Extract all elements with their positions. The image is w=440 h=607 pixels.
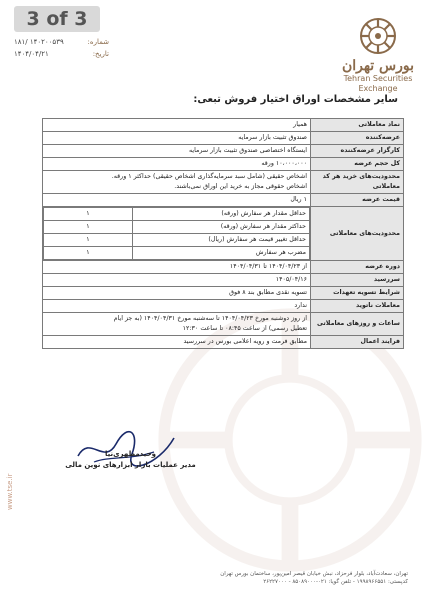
buyer-limit-line1: اشخاص حقیقی (شامل سبد سرمایه‌گذاری اشخاص حقیقی) حداکثر ۱ ورقه. [111,173,307,180]
table-row [43,274,404,287]
table-row [44,221,310,234]
document-meta [14,38,109,62]
document-date-row [14,50,109,58]
trade-limit-label: مضرب هر سفارش [133,247,310,260]
logo-persian-name: بورس تهران [341,58,415,74]
document-date-label: تاریخ: [92,50,109,58]
table-row [43,119,404,132]
table-row [43,207,404,261]
document-number-value: ۱۴۰۲۰۰۵۳۹ /۱۸۱ [14,38,64,46]
signatory-name: وحیدمطهری‌نیا [105,450,156,458]
trade-limit-label: حداقل مقدار هر سفارش (ورقه) [133,208,310,221]
section-heading: سایر مشخصات اوراق اختیار فروش تبعی: [193,94,398,105]
document-date-value: ۱۴۰۴/۰۴/۲۱ [14,50,49,58]
row-value-price: ۱ ریال [43,194,311,207]
row-value-agent: ایستگاه اختصاصی صندوق تثبیت بازار سرمایه [43,145,311,158]
row-key-maturity: سررسید [311,274,404,287]
page-count-badge: 3 of 3 [14,6,100,32]
row-key-cancellation: معاملات ناتوید [311,300,404,313]
row-key-trade-limits: محدودیت‌های معاملاتی [311,207,404,261]
hours-line2: تعطیل رسمی) از ساعت ۰۸:۴۵ تا ساعت ۱۲:۳۰ [182,325,307,332]
table-row [44,234,310,247]
row-key-buyer-limit: محدودیت‌های خرید هر کد معاملاتی [311,171,404,194]
table-row [43,194,404,207]
tse-logo [330,16,426,94]
trade-limit-value: ۱ [44,221,133,234]
trade-limit-value: ۱ [44,208,133,221]
row-value-issuer: صندوق تثبیت بازار سرمایه [43,132,311,145]
table-row [43,132,404,145]
table-row [43,158,404,171]
row-value-settlement: تسویه نقدی مطابق بند ۸ فوق [43,287,311,300]
table-row [43,313,404,336]
row-key-hours: ساعات و روزهای معاملاتی [311,313,404,336]
row-value-cancellation: ندارد [43,300,311,313]
table-row [43,336,404,349]
trade-limit-label: حداقل تغییر قیمت هر سفارش (ریال) [133,234,310,247]
row-key-period: دوره عرضه [311,261,404,274]
signatory-block [58,450,203,472]
row-value-exercise: مطابق فرمت و رویه اعلامی بورس در سررسید [43,336,311,349]
buyer-limit-line2: اشخاص حقوقی مجاز به خرید این اوراق نمی‌باشند. [174,183,307,190]
trade-limits-subtable [43,207,310,260]
table-row [44,208,310,221]
document-number-label: شماره: [87,38,109,46]
footer-address [188,570,408,586]
logo-english-line1: Tehran Securities [343,74,413,83]
row-value-trade-limits [43,207,311,261]
row-value-hours [43,313,311,336]
trade-limit-value: ۱ [44,247,133,260]
row-key-price: قیمت عرضه [311,194,404,207]
table-row [44,247,310,260]
logo-english-line2: Exchange [358,84,398,93]
tse-emblem-icon [358,16,398,56]
document-number-row [14,38,109,46]
row-key-symbol: نماد معاملاتی [311,119,404,132]
signatory-title: مدیر عملیات بازار ابزارهای نوین مالی [65,461,196,469]
row-key-issuer: عرضه‌کننده [311,132,404,145]
row-key-exercise: فرایند اعمال [311,336,404,349]
footer-line2: کدپستی: ۱۹۹۸۹۶۶۵۵۱ - تلفن گویا: ۰۲۱-۸۵۰۸۹۰۰۰ - ۲۶۲۲۷۰۰۰ [263,579,408,585]
row-key-agent: کارگزار عرضه‌کننده [311,145,404,158]
row-key-settlement: شرایط تسویه تعهدات [311,287,404,300]
row-value-symbol: همیار [43,119,311,132]
row-value-period: از ۱۴۰۴/۰۴/۲۳ تا ۱۴۰۴/۰۴/۳۱ [43,261,311,274]
trade-limit-label: حداکثر مقدار هر سفارش (ورقه) [133,221,310,234]
row-key-volume: کل حجم عرضه [311,158,404,171]
specification-table [42,118,404,349]
table-row [43,287,404,300]
table-row [43,261,404,274]
side-website-url: www.tse.ir [6,473,14,510]
row-value-buyer-limit [43,171,311,194]
row-value-maturity: ۱۴۰۵/۰۴/۱۶ [43,274,311,287]
hours-line1: از روز دوشنبه مورخ ۱۴۰۴/۰۴/۲۳ تا سه‌شنبه مورخ ۱۴۰۴/۰۴/۳۱ (به جز ایام [113,315,307,322]
trade-limit-value: ۱ [44,234,133,247]
table-row [43,300,404,313]
table-row [43,171,404,194]
row-value-volume: ۱۰،۰۰۰،۰۰۰ ورقه [43,158,311,171]
footer-line1: تهران، سعادت‌آباد، بلوار فرحزاد، نبش خیابان قیصر امین‌پور، ساختمان بورس تهران [220,571,408,577]
table-row [43,145,404,158]
